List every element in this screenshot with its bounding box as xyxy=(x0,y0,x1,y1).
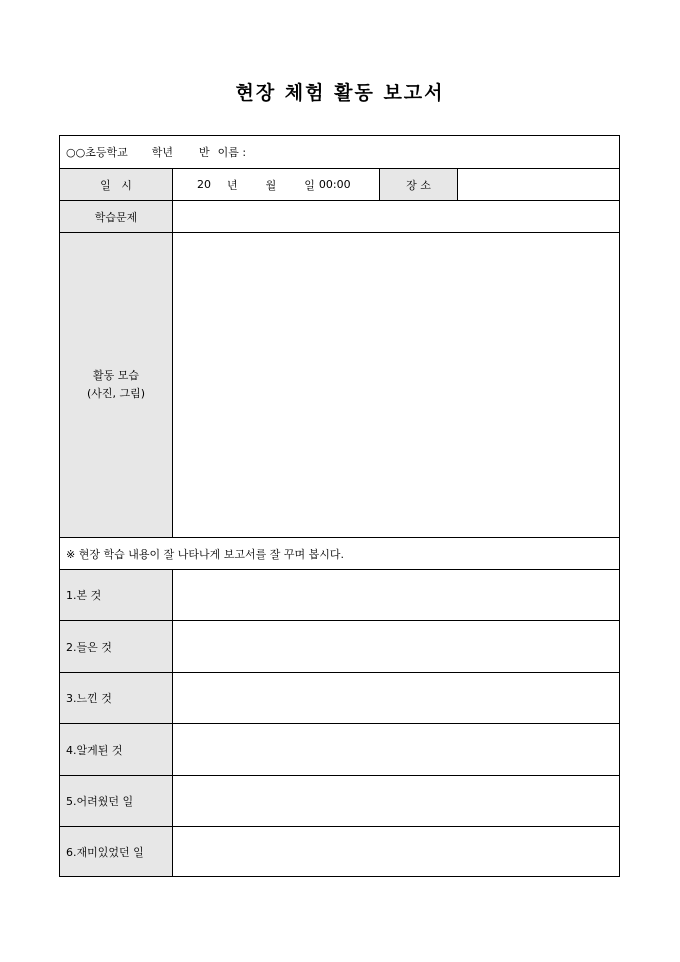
reflection-field-difficult[interactable] xyxy=(173,776,619,826)
reflection-field-seen[interactable] xyxy=(173,570,619,620)
place-field[interactable] xyxy=(458,169,619,200)
reflection-field-fun[interactable] xyxy=(173,827,619,876)
grade-label: 학년 xyxy=(151,146,173,159)
school-label: ○○초등학교 xyxy=(66,146,128,159)
class-label: 반 xyxy=(198,146,210,159)
instruction-note: ※ 현장 학습 내용이 잘 나타나게 보고서를 잘 꾸며 봅시다. xyxy=(66,547,344,561)
reflection-field-learned[interactable] xyxy=(173,724,619,775)
activity-label xyxy=(60,233,172,537)
place-label: 장 소 xyxy=(380,169,457,200)
activity-label-line2: (사진, 그림) xyxy=(86,387,146,400)
topic-label: 학습문제 xyxy=(60,201,172,232)
report-title: 현장 체험 활동 보고서 xyxy=(235,82,445,104)
reflection-label-felt: 3.느낀 것 xyxy=(60,673,172,723)
report-form xyxy=(59,135,620,877)
reflection-label-fun: 6.재미있었던 일 xyxy=(60,827,172,876)
reflection-field-heard[interactable] xyxy=(173,621,619,672)
datetime-value[interactable] xyxy=(173,169,379,200)
name-label: 이름 : xyxy=(217,146,247,159)
topic-field[interactable] xyxy=(173,201,619,232)
datetime-label: 일 시 xyxy=(60,169,172,200)
reflection-label-heard: 2.들은 것 xyxy=(60,621,172,672)
time-value: 00:00 xyxy=(318,178,351,191)
year-unit: 년 xyxy=(227,178,238,192)
reflection-field-felt[interactable] xyxy=(173,673,619,723)
year-prefix: 20 xyxy=(197,178,211,191)
activity-area[interactable] xyxy=(173,233,619,537)
reflection-label-learned: 4.알게된 것 xyxy=(60,724,172,775)
day-unit: 일 xyxy=(304,178,315,192)
header-row[interactable] xyxy=(60,136,619,168)
month-unit: 월 xyxy=(265,178,277,192)
reflection-label-difficult: 5.어려웠던 일 xyxy=(60,776,172,826)
activity-label-line1: 활동 모습 xyxy=(92,369,139,382)
reflection-label-seen: 1.본 것 xyxy=(60,570,172,620)
